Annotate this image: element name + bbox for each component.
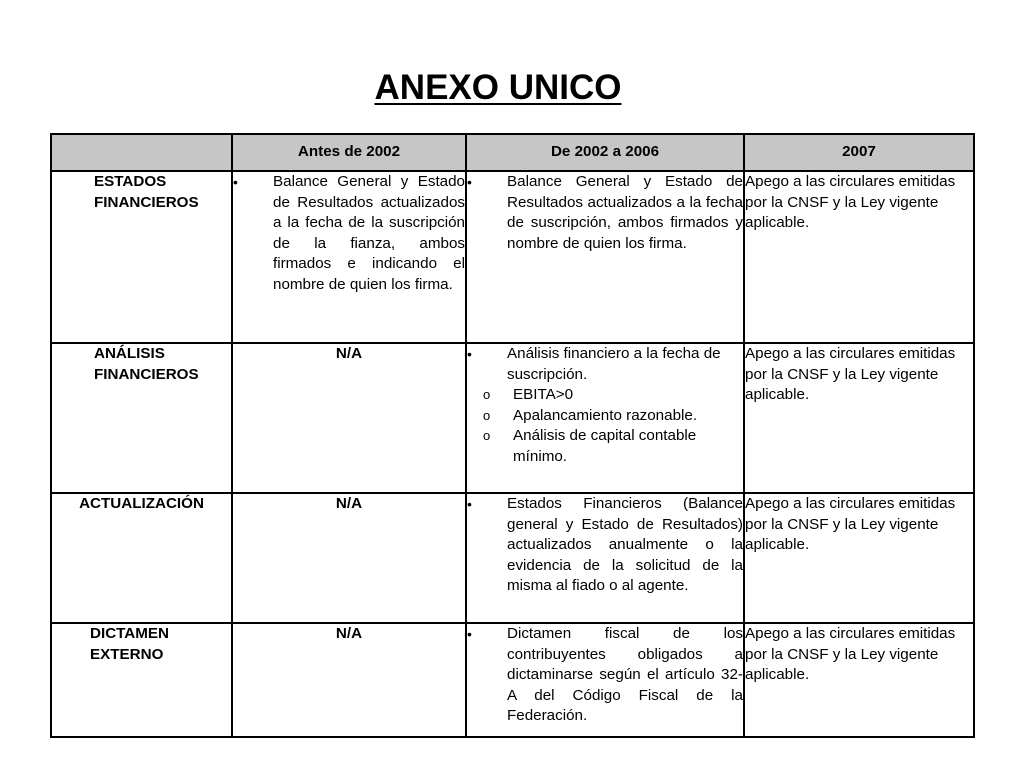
bullet-text: Balance General y Estado de Resultados actualizados a la fecha de suscripción, ambos firmados y nombre de quien los firma. (507, 173, 743, 252)
header-row (51, 134, 974, 171)
bullet-icon: • (233, 174, 238, 190)
bullet-text: Análisis financiero a la fecha de suscripción. (507, 345, 721, 383)
cell-2002-2006 (466, 171, 744, 343)
row-label: ANÁLISIS FINANCIEROS (94, 345, 199, 383)
row-label: ACTUALIZACIÓN (79, 495, 204, 512)
circle-bullet-icon: o (483, 428, 491, 443)
page-title-text: ANEXO UNICO (374, 68, 622, 107)
bullet-item (467, 494, 743, 597)
header-cell-before-2002: Antes de 2002 (232, 134, 466, 171)
header-cell-2007: 2007 (744, 134, 974, 171)
cell-2007: Apego a las circulares emitidas por la CNSF y la Ley vigente aplicable. (744, 623, 974, 737)
annex-table (50, 133, 975, 738)
cell-2007: Apego a las circulares emitidas por la CNSF y la Ley vigente aplicable. (744, 343, 974, 493)
bullet-text: Estados Financieros (Balance general y Estado de Resultados) actualizados anualmente o la evidencia de la solicitud de la misma al fiado o al agente. (507, 495, 743, 594)
bullet-item (467, 624, 743, 727)
bullet-item (467, 344, 743, 385)
row-label: ESTADOS FINANCIEROS (94, 173, 199, 211)
bullet-icon: • (467, 496, 472, 512)
sub-bullet-text: EBITA>0 (513, 386, 574, 403)
bullet-item (233, 172, 465, 295)
bullet-text: Balance General y Estado de Resultados actualizados a la fecha de la suscripción de la fianza, ambos firmados e indicando el nombre de quien los firma. (273, 173, 465, 293)
bullet-text: Dictamen fiscal de los contribuyentes obligados a dictaminarse según el artículo 32-A del Código Fiscal de la Federación. (507, 625, 743, 724)
cell-2002-2006 (466, 623, 744, 737)
bullet-icon: • (467, 174, 472, 190)
cell-2002-2006 (466, 343, 744, 493)
bullet-icon: • (467, 346, 472, 362)
sub-bullet-item (483, 385, 743, 406)
cell-before-2002: N/A (232, 493, 466, 623)
page-title (0, 66, 996, 110)
cell-before-2002 (232, 171, 466, 343)
sub-bullet-item (483, 426, 743, 467)
bullet-icon: • (467, 626, 472, 642)
bullet-item (467, 172, 743, 254)
cell-2007: Apego a las circulares emitidas por la CNSF y la Ley vigente aplicable. (744, 493, 974, 623)
row-label-cell (51, 623, 232, 737)
row-label-cell (51, 493, 232, 623)
header-cell-2002-2006: De 2002 a 2006 (466, 134, 744, 171)
cell-before-2002: N/A (232, 623, 466, 737)
cell-2007: Apego a las circulares emitidas por la CNSF y la Ley vigente aplicable. (744, 171, 974, 343)
table-row (51, 623, 974, 737)
table-row (51, 171, 974, 343)
cell-2002-2006 (466, 493, 744, 623)
sub-bullet-item (483, 406, 743, 427)
table-row (51, 343, 974, 493)
sub-bullet-text: Apalancamiento razonable. (513, 406, 698, 424)
row-label: DICTAMEN EXTERNO (90, 625, 170, 663)
row-label-cell (51, 171, 232, 343)
circle-bullet-icon: o (483, 407, 491, 423)
cell-before-2002: N/A (232, 343, 466, 493)
table-row (51, 493, 974, 623)
circle-bullet-icon: o (483, 387, 491, 402)
sub-bullet-text: Análisis de capital contable mínimo. (513, 427, 697, 465)
header-cell-empty (51, 134, 232, 171)
row-label-cell (51, 343, 232, 493)
